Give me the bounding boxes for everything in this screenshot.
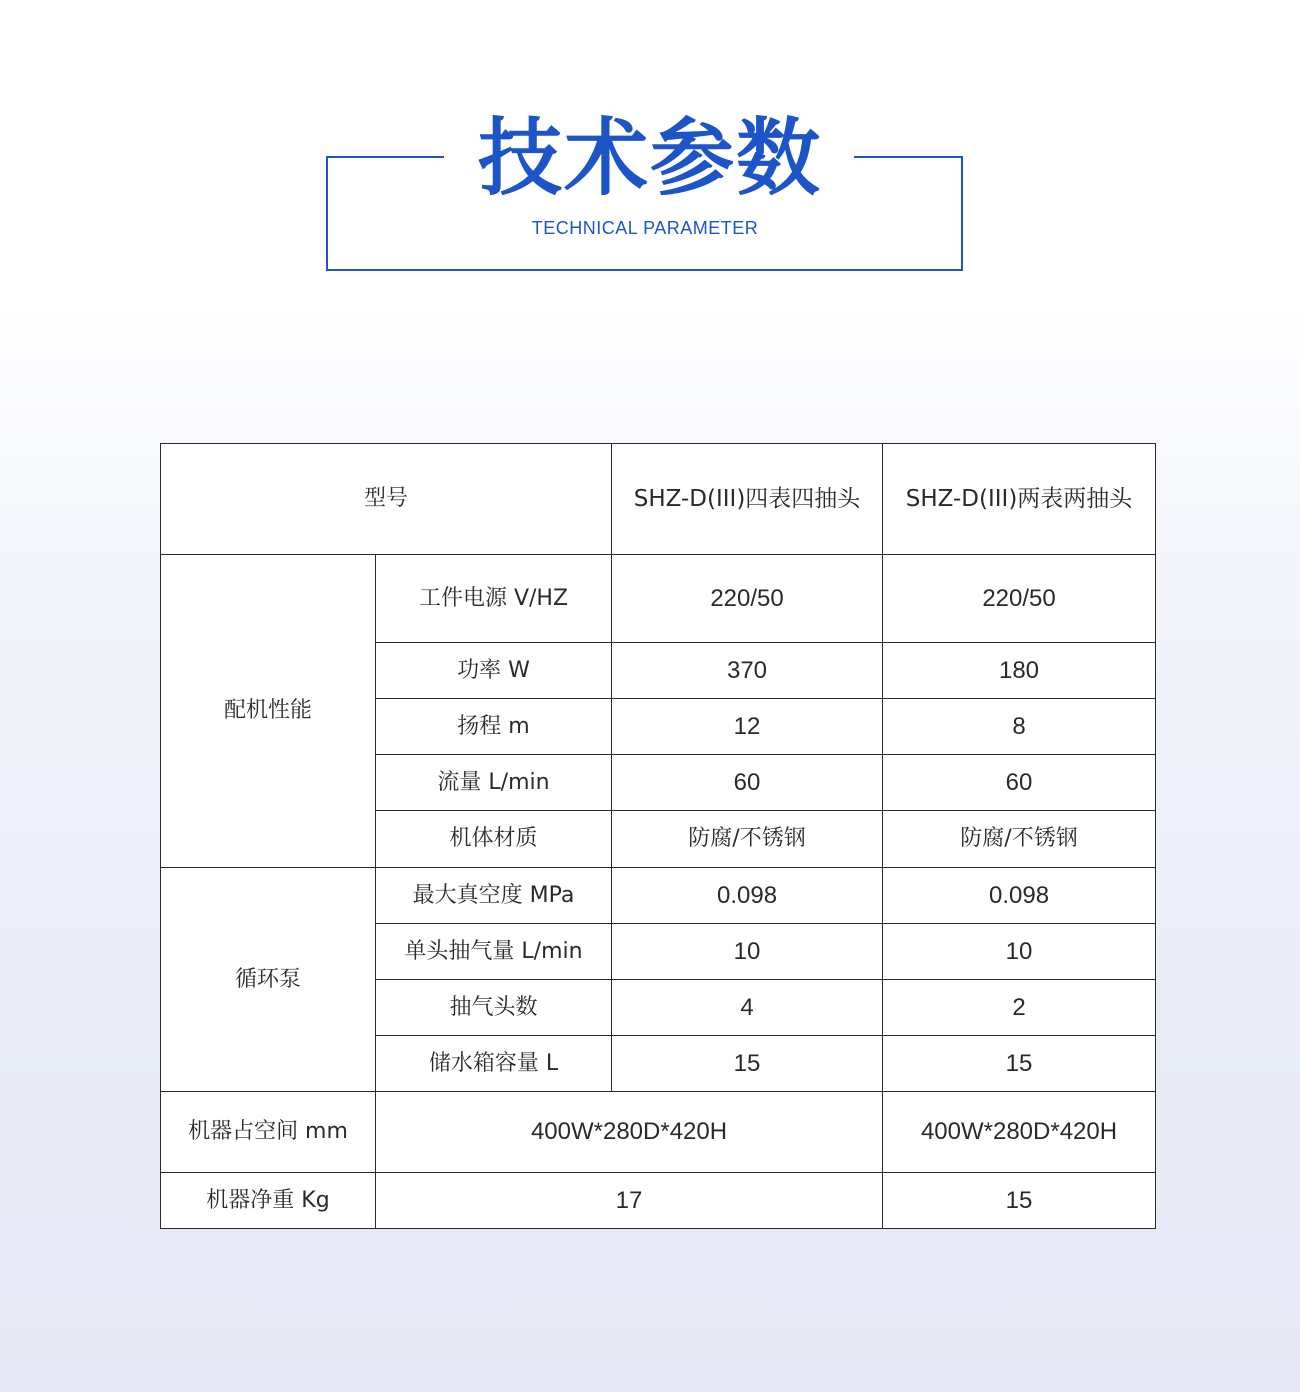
param-value: 防腐/不锈钢: [883, 811, 1156, 868]
param-label: 机器净重 Kg: [161, 1173, 376, 1229]
table-row: [161, 1173, 1156, 1229]
param-label: 扬程 m: [376, 699, 612, 755]
param-value: 60: [612, 755, 883, 811]
param-label: 单头抽气量 L/min: [376, 924, 612, 980]
param-value: 4: [612, 980, 883, 1036]
page-title: 技术参数: [477, 109, 822, 207]
model-label: 型号: [161, 444, 612, 555]
param-value: 10: [612, 924, 883, 980]
param-value: 370: [612, 643, 883, 699]
param-value: 15: [612, 1036, 883, 1092]
table-row: [161, 1092, 1156, 1173]
param-label: 功率 W: [376, 643, 612, 699]
param-value: 0.098: [612, 868, 883, 924]
param-label: 抽气头数: [376, 980, 612, 1036]
param-value: 2: [883, 980, 1156, 1036]
spec-table: [160, 443, 1156, 1229]
param-label: 最大真空度 MPa: [376, 868, 612, 924]
table-header-row: [161, 444, 1156, 555]
param-value: 17: [376, 1173, 883, 1229]
param-value: 防腐/不锈钢: [612, 811, 883, 868]
table-row: [161, 868, 1156, 924]
param-value: 180: [883, 643, 1156, 699]
model-name: SHZ-D(III)四表四抽头: [612, 444, 883, 555]
page-subtitle: TECHNICAL PARAMETER: [531, 218, 759, 238]
param-value: 60: [883, 755, 1156, 811]
table-row: [161, 555, 1156, 643]
param-value: 0.098: [883, 868, 1156, 924]
param-label: 流量 L/min: [376, 755, 612, 811]
param-value: 220/50: [883, 555, 1156, 643]
param-value: 15: [883, 1036, 1156, 1092]
model-name: SHZ-D(III)两表两抽头: [883, 444, 1156, 555]
param-value: 400W*280D*420H: [883, 1092, 1156, 1173]
param-label: 储水箱容量 L: [376, 1036, 612, 1092]
param-value: 15: [883, 1173, 1156, 1229]
param-value: 400W*280D*420H: [376, 1092, 883, 1173]
param-value: 8: [883, 699, 1156, 755]
param-value: 220/50: [612, 555, 883, 643]
group-label: 配机性能: [161, 555, 376, 868]
param-label: 工件电源 V/HZ: [376, 555, 612, 643]
group-label: 循环泵: [161, 868, 376, 1092]
param-label: 机器占空间 mm: [161, 1092, 376, 1173]
param-value: 12: [612, 699, 883, 755]
param-value: 10: [883, 924, 1156, 980]
param-label: 机体材质: [376, 811, 612, 868]
